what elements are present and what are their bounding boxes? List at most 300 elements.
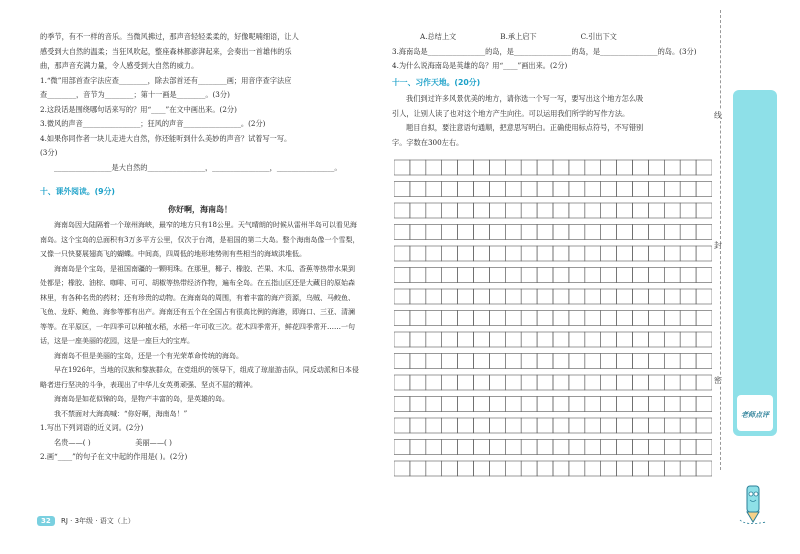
grid-cell[interactable] [458,182,474,197]
grid-cell[interactable] [648,311,664,326]
grid-cell[interactable] [489,182,505,197]
grid-cell[interactable] [521,354,537,369]
grid-cell[interactable] [633,182,649,197]
grid-cell[interactable] [474,225,490,240]
grid-cell[interactable] [585,225,601,240]
grid-cell[interactable] [569,160,585,175]
grid-cell[interactable] [489,311,505,326]
grid-cell[interactable] [458,440,474,455]
grid-cell[interactable] [489,375,505,390]
grid-cell[interactable] [426,203,442,218]
grid-cell[interactable] [394,225,410,240]
grid-cell[interactable] [521,289,537,304]
grid-cell[interactable] [474,182,490,197]
grid-cell[interactable] [585,246,601,261]
grid-cell[interactable] [585,203,601,218]
grid-cell[interactable] [601,160,617,175]
grid-cell[interactable] [489,203,505,218]
grid-cell[interactable] [601,268,617,283]
synonym-blank-1[interactable]: 名贵——( ) [54,437,91,447]
grid-cell[interactable] [648,246,664,261]
grid-cell[interactable] [680,375,696,390]
grid-cell[interactable] [489,268,505,283]
grid-cell[interactable] [474,397,490,412]
grid-cell[interactable] [505,354,521,369]
grid-cell[interactable] [680,225,696,240]
grid-cell[interactable] [553,354,569,369]
grid-cell[interactable] [394,461,410,476]
grid-cell[interactable] [617,268,633,283]
grid-cell[interactable] [585,182,601,197]
grid-cell[interactable] [617,246,633,261]
grid-cell[interactable] [474,375,490,390]
grid-cell[interactable] [569,354,585,369]
grid-cell[interactable] [505,375,521,390]
grid-cell[interactable] [696,461,712,476]
grid-cell[interactable] [426,289,442,304]
grid-cell[interactable] [680,160,696,175]
grid-cell[interactable] [569,440,585,455]
grid-cell[interactable] [489,354,505,369]
grid-cell[interactable] [458,268,474,283]
grid-cell[interactable] [537,225,553,240]
grid-cell[interactable] [553,225,569,240]
grid-cell[interactable] [680,440,696,455]
grid-cell[interactable] [458,311,474,326]
grid-cell[interactable] [664,182,680,197]
grid-cell[interactable] [696,332,712,347]
grid-cell[interactable] [442,289,458,304]
grid-cell[interactable] [633,418,649,433]
grid-cell[interactable] [505,397,521,412]
grid-cell[interactable] [505,440,521,455]
grid-cell[interactable] [585,311,601,326]
grid-cell[interactable] [537,418,553,433]
grid-cell[interactable] [489,289,505,304]
grid-cell[interactable] [680,311,696,326]
grid-cell[interactable] [458,397,474,412]
grid-cell[interactable] [569,461,585,476]
grid-cell[interactable] [474,332,490,347]
grid-cell[interactable] [458,354,474,369]
grid-cell[interactable] [505,160,521,175]
grid-cell[interactable] [442,418,458,433]
grid-cell[interactable] [696,354,712,369]
grid-cell[interactable] [633,225,649,240]
grid-cell[interactable] [505,311,521,326]
grid-cell[interactable] [617,397,633,412]
grid-cell[interactable] [680,354,696,369]
grid-cell[interactable] [394,397,410,412]
grid-cell[interactable] [680,461,696,476]
grid-cell[interactable] [521,397,537,412]
grid-cell[interactable] [426,440,442,455]
grid-cell[interactable] [664,440,680,455]
grid-cell[interactable] [489,397,505,412]
grid-cell[interactable] [648,225,664,240]
grid-cell[interactable] [410,268,426,283]
grid-cell[interactable] [633,160,649,175]
grid-cell[interactable] [537,375,553,390]
grid-cell[interactable] [410,332,426,347]
grid-cell[interactable] [696,440,712,455]
grid-cell[interactable] [442,440,458,455]
grid-cell[interactable] [696,397,712,412]
grid-cell[interactable] [394,311,410,326]
grid-cell[interactable] [537,203,553,218]
grid-cell[interactable] [601,354,617,369]
grid-cell[interactable] [553,268,569,283]
grid-cell[interactable] [553,397,569,412]
grid-cell[interactable] [664,418,680,433]
grid-cell[interactable] [442,461,458,476]
grid-cell[interactable] [585,418,601,433]
grid-cell[interactable] [394,246,410,261]
grid-cell[interactable] [648,375,664,390]
grid-cell[interactable] [426,461,442,476]
grid-cell[interactable] [696,203,712,218]
grid-cell[interactable] [569,418,585,433]
grid-cell[interactable] [617,289,633,304]
grid-cell[interactable] [442,354,458,369]
choice-a[interactable]: A.总结上文 [420,32,457,41]
grid-cell[interactable] [680,203,696,218]
grid-cell[interactable] [680,332,696,347]
grid-cell[interactable] [696,311,712,326]
grid-cell[interactable] [410,182,426,197]
grid-cell[interactable] [553,289,569,304]
grid-cell[interactable] [648,160,664,175]
grid-cell[interactable] [633,268,649,283]
grid-cell[interactable] [648,268,664,283]
grid-cell[interactable] [696,375,712,390]
grid-cell[interactable] [537,160,553,175]
grid-cell[interactable] [617,461,633,476]
grid-cell[interactable] [410,289,426,304]
grid-cell[interactable] [474,160,490,175]
grid-cell[interactable] [617,418,633,433]
grid-cell[interactable] [505,289,521,304]
grid-cell[interactable] [664,268,680,283]
grid-cell[interactable] [426,354,442,369]
grid-cell[interactable] [426,246,442,261]
grid-cell[interactable] [521,246,537,261]
grid-cell[interactable] [521,418,537,433]
grid-cell[interactable] [680,182,696,197]
grid-cell[interactable] [696,182,712,197]
grid-cell[interactable] [426,311,442,326]
synonym-blank-2[interactable]: 美丽——( ) [135,437,172,447]
grid-cell[interactable] [521,203,537,218]
grid-cell[interactable] [601,418,617,433]
grid-cell[interactable] [617,375,633,390]
grid-cell[interactable] [664,354,680,369]
grid-cell[interactable] [553,440,569,455]
grid-cell[interactable] [474,203,490,218]
grid-cell[interactable] [633,289,649,304]
grid-cell[interactable] [410,375,426,390]
grid-cell[interactable] [696,289,712,304]
grid-cell[interactable] [664,225,680,240]
grid-cell[interactable] [601,203,617,218]
grid-cell[interactable] [537,354,553,369]
grid-cell[interactable] [696,268,712,283]
grid-cell[interactable] [648,461,664,476]
grid-cell[interactable] [664,160,680,175]
grid-cell[interactable] [489,440,505,455]
grid-cell[interactable] [442,268,458,283]
grid-cell[interactable] [680,397,696,412]
grid-cell[interactable] [680,268,696,283]
grid-cell[interactable] [505,268,521,283]
grid-cell[interactable] [680,418,696,433]
grid-cell[interactable] [537,311,553,326]
grid-cell[interactable] [474,440,490,455]
grid-cell[interactable] [648,440,664,455]
grid-cell[interactable] [489,332,505,347]
grid-cell[interactable] [505,203,521,218]
grid-cell[interactable] [680,289,696,304]
grid-cell[interactable] [617,160,633,175]
grid-cell[interactable] [696,225,712,240]
grid-cell[interactable] [474,289,490,304]
grid-cell[interactable] [458,375,474,390]
grid-cell[interactable] [648,182,664,197]
grid-cell[interactable] [426,225,442,240]
grid-cell[interactable] [648,354,664,369]
grid-cell[interactable] [617,225,633,240]
grid-cell[interactable] [553,461,569,476]
grid-cell[interactable] [505,246,521,261]
grid-cell[interactable] [569,332,585,347]
grid-cell[interactable] [633,354,649,369]
grid-cell[interactable] [394,203,410,218]
grid-cell[interactable] [489,225,505,240]
grid-cell[interactable] [664,397,680,412]
grid-cell[interactable] [394,160,410,175]
grid-cell[interactable] [410,225,426,240]
grid-cell[interactable] [633,332,649,347]
grid-cell[interactable] [458,461,474,476]
grid-cell[interactable] [664,289,680,304]
grid-cell[interactable] [442,203,458,218]
grid-cell[interactable] [537,182,553,197]
grid-cell[interactable] [569,375,585,390]
grid-cell[interactable] [474,246,490,261]
grid-cell[interactable] [585,440,601,455]
grid-cell[interactable] [521,375,537,390]
grid-cell[interactable] [585,160,601,175]
grid-cell[interactable] [633,311,649,326]
grid-cell[interactable] [696,160,712,175]
grid-cell[interactable] [410,203,426,218]
grid-cell[interactable] [426,397,442,412]
grid-cell[interactable] [537,332,553,347]
grid-cell[interactable] [394,332,410,347]
grid-cell[interactable] [537,461,553,476]
grid-cell[interactable] [680,246,696,261]
grid-cell[interactable] [553,246,569,261]
grid-cell[interactable] [442,311,458,326]
grid-cell[interactable] [505,461,521,476]
grid-cell[interactable] [585,461,601,476]
grid-cell[interactable] [426,182,442,197]
grid-cell[interactable] [458,332,474,347]
grid-cell[interactable] [664,203,680,218]
grid-cell[interactable] [458,289,474,304]
grid-cell[interactable] [601,246,617,261]
grid-cell[interactable] [537,440,553,455]
grid-cell[interactable] [569,225,585,240]
grid-cell[interactable] [521,311,537,326]
grid-cell[interactable] [601,375,617,390]
grid-cell[interactable] [569,289,585,304]
grid-cell[interactable] [537,246,553,261]
grid-cell[interactable] [410,418,426,433]
grid-cell[interactable] [521,440,537,455]
grid-cell[interactable] [394,375,410,390]
grid-cell[interactable] [537,289,553,304]
grid-cell[interactable] [489,246,505,261]
grid-cell[interactable] [410,354,426,369]
choice-b[interactable]: B.承上启下 [500,32,537,41]
grid-cell[interactable] [633,440,649,455]
grid-cell[interactable] [394,289,410,304]
grid-cell[interactable] [458,225,474,240]
grid-cell[interactable] [521,461,537,476]
grid-cell[interactable] [442,375,458,390]
grid-cell[interactable] [569,311,585,326]
grid-cell[interactable] [521,225,537,240]
grid-cell[interactable] [410,160,426,175]
grid-cell[interactable] [410,440,426,455]
grid-cell[interactable] [521,332,537,347]
grid-cell[interactable] [601,332,617,347]
grid-cell[interactable] [426,268,442,283]
grid-cell[interactable] [537,397,553,412]
grid-cell[interactable] [426,160,442,175]
grid-cell[interactable] [505,182,521,197]
grid-cell[interactable] [648,203,664,218]
grid-cell[interactable] [474,354,490,369]
grid-cell[interactable] [442,332,458,347]
grid-cell[interactable] [394,182,410,197]
grid-cell[interactable] [664,461,680,476]
grid-cell[interactable] [442,182,458,197]
grid-cell[interactable] [696,418,712,433]
grid-cell[interactable] [601,461,617,476]
grid-cell[interactable] [505,418,521,433]
grid-cell[interactable] [648,289,664,304]
grid-cell[interactable] [664,375,680,390]
grid-cell[interactable] [553,311,569,326]
grid-cell[interactable] [633,203,649,218]
grid-cell[interactable] [601,440,617,455]
grid-cell[interactable] [617,440,633,455]
grid-cell[interactable] [585,332,601,347]
grid-cell[interactable] [521,182,537,197]
grid-cell[interactable] [394,418,410,433]
grid-cell[interactable] [553,375,569,390]
grid-cell[interactable] [458,418,474,433]
grid-cell[interactable] [442,225,458,240]
grid-cell[interactable] [585,268,601,283]
grid-cell[interactable] [633,461,649,476]
grid-cell[interactable] [617,203,633,218]
grid-cell[interactable] [442,160,458,175]
grid-cell[interactable] [442,246,458,261]
grid-cell[interactable] [585,397,601,412]
grid-cell[interactable] [394,354,410,369]
grid-cell[interactable] [664,332,680,347]
grid-cell[interactable] [489,418,505,433]
grid-cell[interactable] [474,418,490,433]
grid-cell[interactable] [426,332,442,347]
grid-cell[interactable] [633,246,649,261]
grid-cell[interactable] [648,332,664,347]
grid-cell[interactable] [585,375,601,390]
grid-cell[interactable] [410,397,426,412]
grid-cell[interactable] [601,182,617,197]
grid-cell[interactable] [569,182,585,197]
grid-cell[interactable] [505,225,521,240]
grid-cell[interactable] [569,246,585,261]
grid-cell[interactable] [696,246,712,261]
grid-cell[interactable] [489,461,505,476]
grid-cell[interactable] [648,397,664,412]
grid-cell[interactable] [553,203,569,218]
grid-cell[interactable] [410,311,426,326]
grid-cell[interactable] [601,289,617,304]
grid-cell[interactable] [617,182,633,197]
grid-cell[interactable] [474,268,490,283]
grid-cell[interactable] [410,461,426,476]
grid-cell[interactable] [474,461,490,476]
grid-cell[interactable] [664,246,680,261]
grid-cell[interactable] [617,332,633,347]
writing-grid-svg[interactable] [394,157,712,480]
grid-cell[interactable] [474,311,490,326]
grid-cell[interactable] [426,418,442,433]
grid-cell[interactable] [569,268,585,283]
grid-cell[interactable] [553,332,569,347]
grid-cell[interactable] [569,397,585,412]
grid-cell[interactable] [601,311,617,326]
grid-cell[interactable] [553,418,569,433]
grid-cell[interactable] [537,268,553,283]
grid-cell[interactable] [633,375,649,390]
grid-cell[interactable] [458,160,474,175]
grid-cell[interactable] [569,203,585,218]
grid-cell[interactable] [505,332,521,347]
grid-cell[interactable] [394,440,410,455]
grid-cell[interactable] [458,246,474,261]
grid-cell[interactable] [458,203,474,218]
grid-cell[interactable] [601,397,617,412]
grid-cell[interactable] [521,160,537,175]
grid-cell[interactable] [426,375,442,390]
grid-cell[interactable] [489,160,505,175]
grid-cell[interactable] [553,160,569,175]
grid-cell[interactable] [394,268,410,283]
grid-cell[interactable] [585,289,601,304]
grid-cell[interactable] [633,397,649,412]
grid-cell[interactable] [553,182,569,197]
grid-cell[interactable] [585,354,601,369]
choice-c[interactable]: C.引出下文 [580,32,617,41]
grid-cell[interactable] [648,418,664,433]
grid-cell[interactable] [601,225,617,240]
